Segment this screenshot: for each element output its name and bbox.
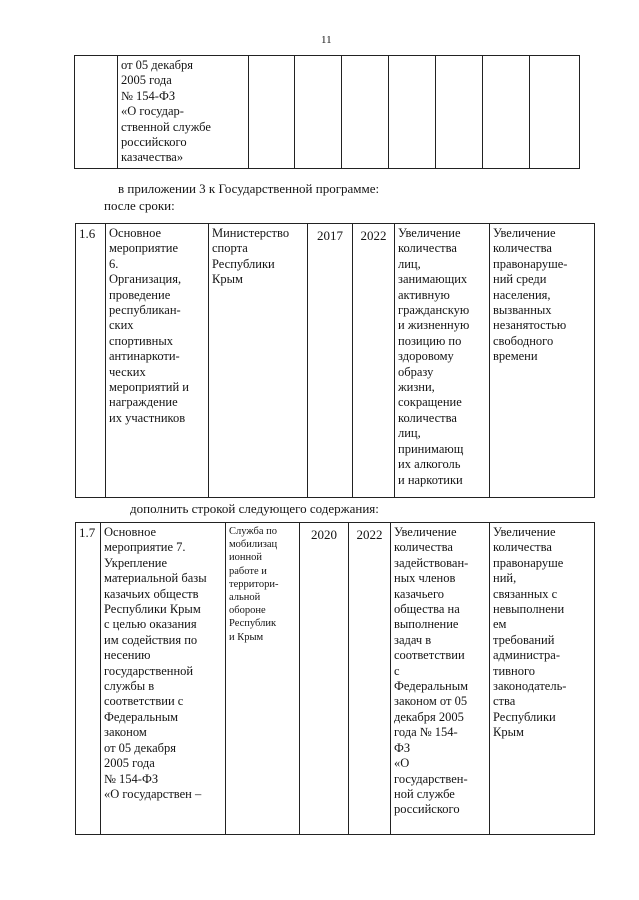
text-line: Министерство xyxy=(212,226,290,240)
text-line: 2005 года xyxy=(121,73,172,88)
text-line: проведение xyxy=(109,287,171,302)
text-line: правонаруше- xyxy=(493,256,568,271)
text-line: Организация, xyxy=(109,272,182,287)
text-line: законом xyxy=(104,725,147,740)
text-line: ионной xyxy=(229,552,262,564)
text-line: Служба по xyxy=(229,526,277,537)
text-line: количества xyxy=(398,241,457,256)
text-line: здоровому xyxy=(398,349,454,364)
text-line: обороне xyxy=(229,605,266,617)
text-line: образу xyxy=(398,364,434,379)
table-cell xyxy=(75,56,118,169)
text-line: ний среди xyxy=(493,272,547,287)
text-line: соответствии xyxy=(394,648,465,663)
table-cell xyxy=(436,56,483,169)
after-deadline-line: после сроки: xyxy=(104,198,175,213)
consequence-cell xyxy=(490,224,595,498)
text-line: ем xyxy=(493,617,507,632)
text-line: количества xyxy=(493,241,552,256)
table-row xyxy=(76,224,595,498)
text-line: мероприятие xyxy=(109,241,179,256)
text-line: ских xyxy=(109,318,134,333)
text-line: тивного xyxy=(493,663,536,678)
text-line: Крым xyxy=(212,272,243,287)
text-line: «О государ- xyxy=(121,104,184,119)
text-line: мобилизац xyxy=(229,539,278,551)
text-line: администра- xyxy=(493,648,561,663)
text-line: задействован- xyxy=(394,555,469,570)
text-line: «О государствен – xyxy=(104,786,202,801)
text-line: награждение xyxy=(109,395,178,410)
year-start-cell: 2017 xyxy=(308,224,353,498)
add-row-line: дополнить строкой следующего содержания: xyxy=(130,501,379,516)
executor-cell xyxy=(209,224,308,498)
text-line: ных членов xyxy=(394,571,456,586)
text-line: связанных с xyxy=(493,586,558,601)
text-line: казачьих обществ xyxy=(104,586,199,601)
text-line: количества xyxy=(398,410,457,425)
text-line: спортивных xyxy=(109,333,173,348)
text-line: Основное xyxy=(104,525,157,539)
text-line: занимающих xyxy=(398,272,468,287)
measure-title-cell xyxy=(106,224,209,498)
text-line: их участников xyxy=(109,410,186,425)
text-line: работе и xyxy=(229,565,267,577)
row-number: 1.7 xyxy=(76,523,101,835)
text-line: ФЗ xyxy=(394,740,411,755)
text-line: № 154-ФЗ xyxy=(104,771,159,786)
text-line: вызванных xyxy=(493,303,552,318)
text-line: задач в xyxy=(394,632,432,647)
table-cell xyxy=(249,56,295,169)
table-row xyxy=(75,56,580,169)
text-line: количества xyxy=(493,540,552,555)
text-line: сокращение xyxy=(398,395,462,410)
text-line: Федеральным xyxy=(104,709,179,724)
text-line: Увеличение xyxy=(493,525,556,539)
appendix-line: в приложении 3 к Государственной программе: xyxy=(118,181,380,196)
text-line: спорта xyxy=(212,241,248,256)
text-line: государственной xyxy=(104,663,194,678)
text-line: республикан- xyxy=(109,303,181,318)
table-cell xyxy=(389,56,436,169)
text-line: и жизненную xyxy=(398,318,470,333)
row-1-7-table xyxy=(75,522,595,835)
text-line: российского xyxy=(121,135,187,150)
text-line: № 154-ФЗ xyxy=(121,88,176,103)
text-line: жизни, xyxy=(398,380,435,395)
text-line: невыполнени xyxy=(493,602,565,617)
page-number: 11 xyxy=(321,34,332,46)
text-line: гражданскую xyxy=(398,303,470,318)
text-line: Республик xyxy=(229,618,277,630)
table-row xyxy=(76,523,595,835)
row-1-6-table xyxy=(75,223,595,498)
expected-result-cell xyxy=(391,523,490,835)
row-number: 1.6 xyxy=(76,224,106,498)
text-line: Федеральным xyxy=(394,679,469,694)
text-line: Увеличение xyxy=(398,226,461,240)
text-line: Республики Крым xyxy=(104,602,201,617)
expected-result-cell xyxy=(395,224,490,498)
consequence-cell xyxy=(490,523,595,835)
text-line: лиц, xyxy=(398,426,421,441)
text-line: времени xyxy=(493,349,538,364)
text-line: декабря 2005 xyxy=(394,709,464,724)
text-line: казачества» xyxy=(121,150,184,165)
text-line: незанятостью xyxy=(493,318,567,333)
text-line: службы в xyxy=(104,679,155,694)
text-line: им содействия по xyxy=(104,632,198,647)
measure-title-cell xyxy=(101,523,226,835)
text-line: их алкоголь xyxy=(398,457,461,472)
text-line: ства xyxy=(493,694,516,709)
text-line: с xyxy=(394,663,400,678)
text-line: государствен- xyxy=(394,771,468,786)
text-line: общества на xyxy=(394,602,460,617)
text-line: несению xyxy=(104,648,151,663)
text-line: мероприятий и xyxy=(109,380,189,395)
text-line: материальной базы xyxy=(104,571,207,586)
text-line: «О xyxy=(394,756,410,771)
text-line: населения, xyxy=(493,287,551,302)
text-line: российского xyxy=(394,802,460,817)
year-end-cell: 2022 xyxy=(353,224,395,498)
table-cell xyxy=(342,56,389,169)
year-start-cell: 2020 xyxy=(300,523,349,835)
text-line: ственной службе xyxy=(121,119,211,134)
text-line: Увеличение xyxy=(493,226,556,240)
text-line: требований xyxy=(493,632,555,647)
text-line: Основное xyxy=(109,226,162,240)
text-line: территори- xyxy=(229,578,279,590)
text-line: Республики xyxy=(493,709,556,724)
text-line: правонаруше xyxy=(493,555,564,570)
text-line: с целью оказания xyxy=(104,617,197,632)
text-line: позицию по xyxy=(398,333,462,348)
table-cell xyxy=(295,56,342,169)
text-line: Республики xyxy=(212,256,275,271)
text-line: ческих xyxy=(109,364,146,379)
text-line: от 05 декабря xyxy=(104,740,176,755)
text-line: альной xyxy=(229,592,261,604)
text-line: казачьего xyxy=(394,586,445,601)
text-line: Крым xyxy=(493,725,524,740)
text-line: свободного xyxy=(493,333,554,348)
text-line: ной службе xyxy=(394,786,455,801)
text-line: количества xyxy=(394,540,453,555)
text-line: законом от 05 xyxy=(394,694,468,709)
text-line: от 05 декабря xyxy=(121,58,193,72)
text-line: и Крым xyxy=(229,631,264,643)
executor-cell xyxy=(226,523,300,835)
top-continuation-table xyxy=(74,55,580,169)
text-line: выполнение xyxy=(394,617,459,632)
year-end-cell: 2022 xyxy=(349,523,391,835)
text-line: принимающ xyxy=(398,441,464,456)
text-line: лиц, xyxy=(398,256,421,271)
text-line: законодатель- xyxy=(493,679,567,694)
table-cell xyxy=(530,56,580,169)
text-line: года № 154- xyxy=(394,725,458,740)
text-line: Увеличение xyxy=(394,525,457,539)
text-line: активную xyxy=(398,287,450,302)
text-line: антинаркоти- xyxy=(109,349,180,364)
text-line: и наркотики xyxy=(398,472,463,487)
text-line: ний, xyxy=(493,571,517,586)
text-line: Укрепление xyxy=(104,555,168,570)
text-line: 6. xyxy=(109,256,119,271)
text-line: мероприятие 7. xyxy=(104,540,186,555)
text-line: соответствии с xyxy=(104,694,184,709)
law-reference-cell xyxy=(118,56,249,169)
table-cell xyxy=(483,56,530,169)
text-line: 2005 года xyxy=(104,756,155,771)
